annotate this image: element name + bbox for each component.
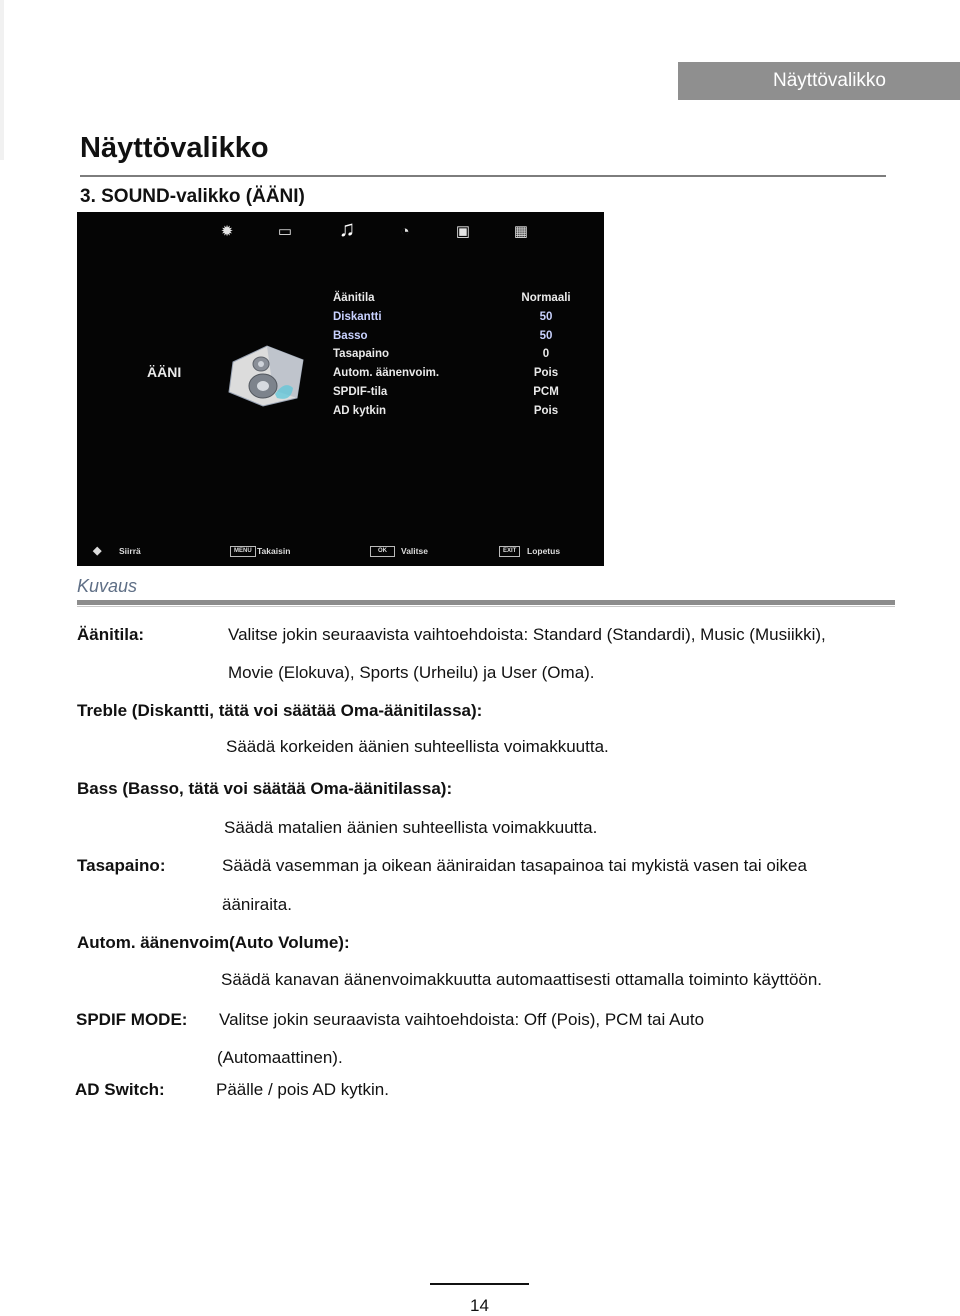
speaker-icon bbox=[227, 342, 307, 408]
music-note-icon: ♫ bbox=[338, 216, 356, 241]
term-treble: Treble (Diskantti, tätä voi säätää Oma-äänitilassa): bbox=[77, 701, 483, 720]
move-hint: Siirrä bbox=[119, 546, 141, 556]
desc-auto-volume: Säädä kanavan äänenvoimakkuutta automaattisesti ottamalla toiminto käyttöön. bbox=[221, 970, 823, 989]
page-edge-shade bbox=[0, 0, 4, 160]
desc-spdif-line2: (Automaattinen). bbox=[217, 1048, 343, 1067]
tv-menu-row[interactable]: Basso 50 bbox=[333, 329, 553, 342]
desc-balance-line1: Säädä vasemman ja oikean ääniraidan tasapainoa tai mykistä vasen tai oikea bbox=[222, 856, 807, 875]
footer-divider bbox=[430, 1283, 529, 1285]
monitor-icon: ▭ bbox=[277, 223, 293, 240]
tv-menu-row[interactable]: Tasapaino 0 bbox=[333, 348, 550, 361]
section-title: 3. SOUND-valikko (ÄÄNI) bbox=[80, 186, 305, 207]
gear-icon: ✹ bbox=[220, 223, 234, 240]
page-number: 14 bbox=[470, 1296, 489, 1315]
tv-top-icon-bar bbox=[217, 218, 537, 246]
menu-key-icon: MENU bbox=[230, 546, 256, 557]
ok-key-icon: OK bbox=[370, 546, 395, 557]
select-hint: Valitse bbox=[401, 546, 428, 556]
desc-aanitila-line2: Movie (Elokuva), Sports (Urheilu) ja User (Oma). bbox=[228, 663, 595, 682]
term-auto-volume: Autom. äänenvoim(Auto Volume): bbox=[77, 933, 350, 952]
tv-menu-row-label: AD kytkin bbox=[333, 404, 387, 417]
lock-icon: ▣ bbox=[455, 223, 471, 240]
tv-menu-screenshot bbox=[77, 212, 604, 566]
tv-sound-menu-list bbox=[333, 292, 583, 424]
term-bass: Bass (Basso, tätä voi säätää Oma-äänitilassa): bbox=[77, 779, 453, 798]
tv-menu-row-label: Autom. äänenvoim. bbox=[333, 367, 440, 380]
page-title: Näyttövalikko bbox=[80, 132, 269, 164]
tv-menu-row[interactable]: SPDIF-tila PCM bbox=[333, 385, 559, 398]
tv-menu-title: ÄÄNI bbox=[147, 364, 182, 380]
tv-menu-row[interactable]: Autom. äänenvoim. Pois bbox=[333, 367, 559, 380]
tv-menu-row-label: Basso bbox=[333, 329, 368, 342]
term-balance: Tasapaino: bbox=[77, 856, 166, 875]
title-divider bbox=[80, 175, 886, 177]
tv-menu-row-label: Tasapaino bbox=[333, 348, 390, 361]
desc-spdif-line1: Valitse jokin seuraavista vaihtoehdoista: Off (Pois), PCM tai Auto bbox=[219, 1010, 705, 1029]
tv-menu-row-label: Äänitila bbox=[333, 292, 375, 304]
description-divider bbox=[77, 600, 895, 605]
tv-menu-row[interactable]: Äänitila Normaali bbox=[333, 292, 571, 304]
desc-balance-line2: ääniraita. bbox=[222, 895, 292, 914]
tv-menu-row[interactable]: Diskantti 50 bbox=[333, 310, 553, 323]
header-tab: Näyttövalikko bbox=[678, 62, 960, 100]
tv-menu-row-label: SPDIF-tila bbox=[333, 385, 388, 398]
desc-treble: Säädä korkeiden äänien suhteellista voimakkuutta. bbox=[226, 737, 609, 756]
tv-menu-row[interactable]: AD kytkin Pois bbox=[333, 404, 559, 417]
description-divider-shadow bbox=[77, 606, 895, 607]
term-ad-switch: AD Switch: bbox=[75, 1080, 165, 1099]
term-aanitila: Äänitila: bbox=[77, 625, 145, 644]
desc-bass: Säädä matalien äänien suhteellista voimakkuutta. bbox=[224, 818, 598, 837]
exit-key-icon: EXIT bbox=[499, 546, 520, 557]
back-hint: Takaisin bbox=[257, 546, 291, 556]
grid-icon: ▦ bbox=[513, 223, 529, 240]
desc-aanitila-line1: Valitse jokin seuraavista vaihtoehdoista: Standard (Standardi), Music (Musiikki), bbox=[228, 625, 826, 644]
desc-ad-switch: Päälle / pois AD kytkin. bbox=[216, 1080, 389, 1099]
description-heading: Kuvaus bbox=[77, 576, 138, 596]
arrows-icon: ◆ bbox=[93, 545, 102, 557]
term-spdif: SPDIF MODE: bbox=[76, 1010, 188, 1029]
exit-hint: Lopetus bbox=[527, 546, 561, 556]
clock-icon: ◔ bbox=[400, 223, 410, 240]
tv-menu-row-label: Diskantti bbox=[333, 310, 382, 323]
tv-menu-footer bbox=[77, 544, 604, 560]
